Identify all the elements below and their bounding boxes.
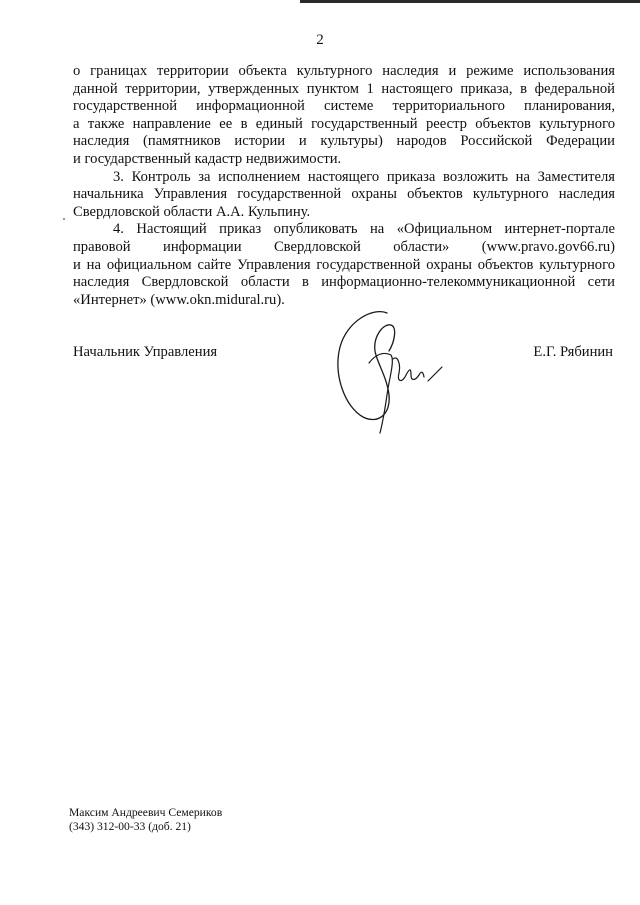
document-body: [73, 63, 615, 309]
text-line: наследия (памятников истории и культуры) народов Российской Федерации: [73, 133, 615, 150]
text-line: и на официальном сайте Управления государственной охраны объектов культурного: [73, 256, 615, 273]
handwritten-signature: [325, 303, 465, 438]
text-line: а также направление ее в единый государственный реестр объектов культурного: [73, 115, 615, 132]
signer-name: Е.Г. Рябинин: [533, 344, 613, 360]
executor-name: Максим Андреевич Семериков: [69, 806, 223, 819]
signer-position: Начальник Управления: [73, 344, 218, 360]
text-line: начальника Управления государственной охраны объектов культурного наследия: [73, 186, 615, 203]
text-line: «Интернет» (www.okn.midural.ru).: [73, 291, 285, 308]
scan-artifact: [63, 218, 65, 220]
page-number: 2: [316, 32, 324, 48]
scan-top-border: [300, 0, 640, 3]
executor-phone: (343) 312-00-33 (доб. 21): [69, 819, 191, 833]
text-line: государственной информационной системе территориального планирования,: [73, 98, 615, 115]
paragraph-continuation: [73, 63, 615, 169]
paragraph-3: [73, 169, 615, 222]
text-line: Свердловской области А.А. Кульпину.: [73, 203, 311, 220]
paragraph-4: [73, 221, 615, 309]
executor-info: [69, 806, 222, 833]
text-line: данной территории, утвержденных пунктом 1 настоящего приказа, в федеральной: [73, 80, 615, 97]
text-line: правовой информации Свердловской области» (www.pravo.gov66.ru): [73, 238, 615, 255]
text-line: наследия Свердловской области в информационно-телекоммуникационной сети: [73, 274, 615, 291]
text-line: о границах территории объекта культурного наследия и режиме использования: [73, 63, 615, 79]
text-line: 4. Настоящий приказ опубликовать на «Официальном интернет-портале: [113, 221, 615, 238]
text-line: и государственный кадастр недвижимости.: [73, 150, 342, 167]
text-line: 3. Контроль за исполнением настоящего приказа возложить на Заместителя: [113, 168, 615, 185]
